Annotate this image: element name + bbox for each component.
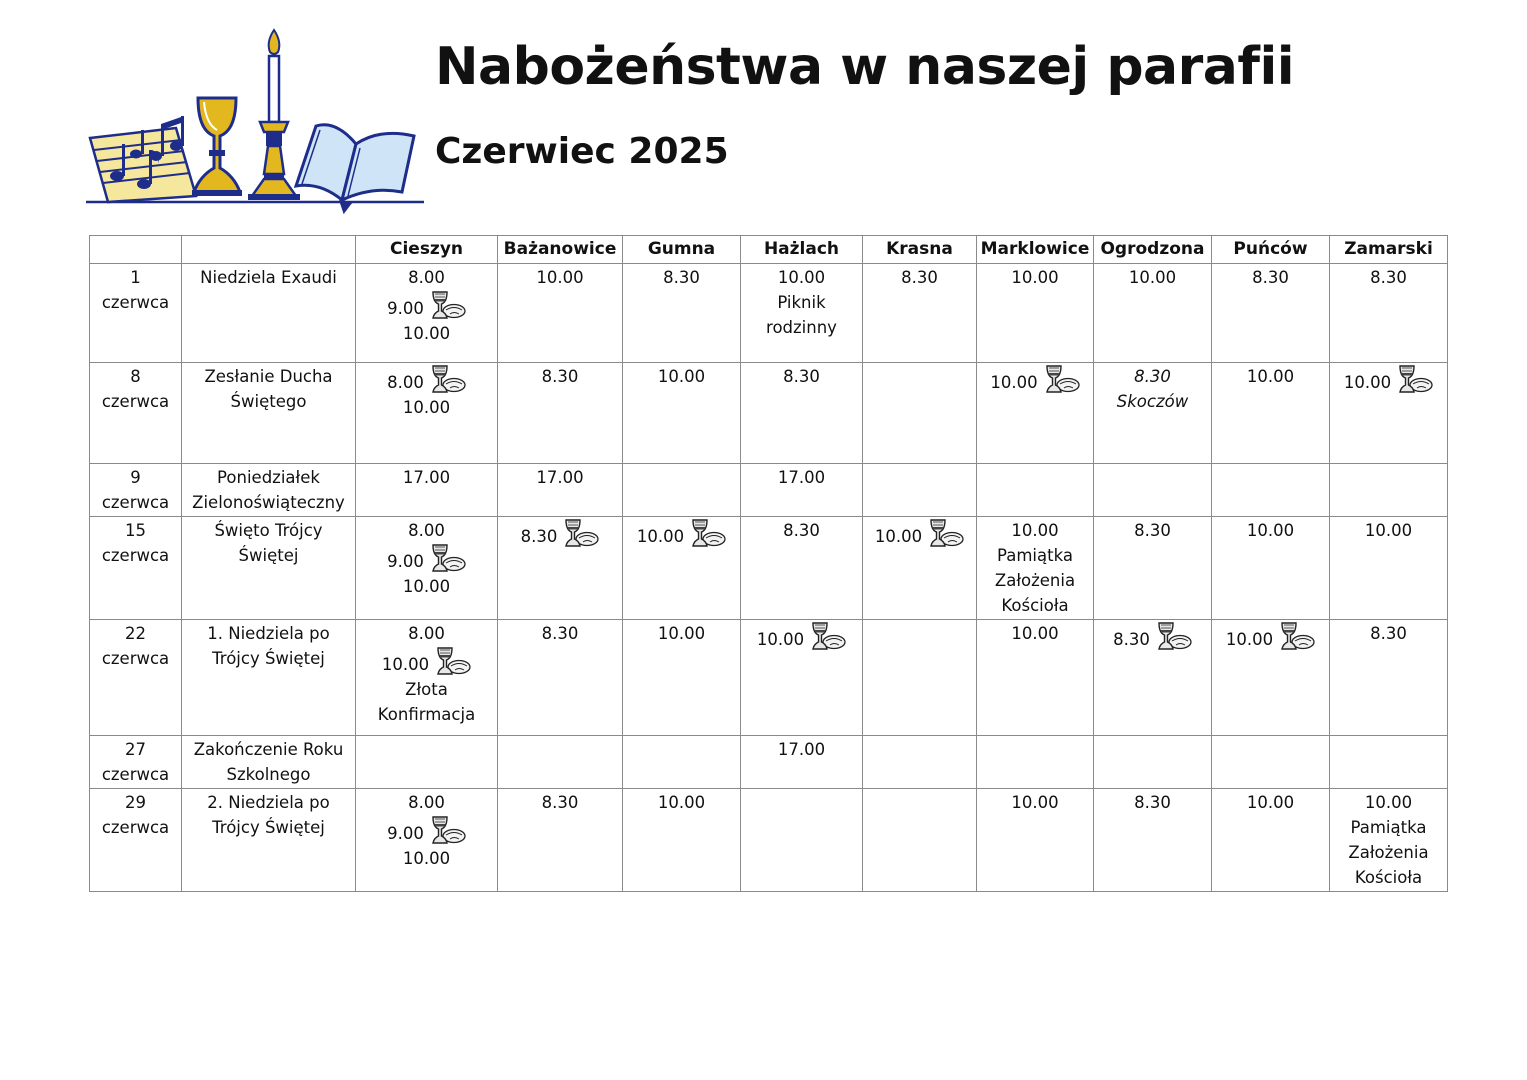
- service-time: 10.00: [1246, 367, 1295, 386]
- service-time: 8.30: [663, 268, 700, 287]
- communion-icon: [426, 364, 466, 394]
- header-parish: Ogrodzona: [1094, 236, 1212, 264]
- service-time: 8.00: [408, 268, 445, 287]
- service-time: 8.30: [1252, 268, 1289, 287]
- service-cell: [977, 264, 1094, 363]
- date-cell-line: 15: [125, 521, 146, 540]
- service-cell: [623, 464, 741, 517]
- occasion-cell-line: Zesłanie Ducha: [204, 367, 333, 386]
- service-time: 9.00: [387, 552, 424, 571]
- service-cell: [741, 464, 863, 517]
- service-entry: [500, 518, 620, 549]
- service-time: Pamiątka: [1350, 818, 1427, 837]
- service-entry: [1096, 790, 1209, 815]
- service-cell: [356, 363, 498, 464]
- service-entry: [625, 790, 738, 815]
- service-entry: [625, 265, 738, 290]
- service-entry: [1214, 518, 1327, 543]
- service-time: 17.00: [777, 740, 826, 759]
- table-row: [90, 264, 1448, 363]
- service-time: 8.00: [387, 373, 424, 392]
- service-time: 10.00: [402, 324, 451, 343]
- service-entry: [500, 364, 620, 389]
- service-entry: [743, 364, 860, 389]
- service-time: 10.00: [1246, 793, 1295, 812]
- service-cell: [498, 363, 623, 464]
- service-entry: [865, 518, 974, 549]
- communion-icon: [426, 543, 466, 573]
- service-entry: [358, 646, 495, 677]
- service-time: 10.00: [777, 268, 826, 287]
- service-time: Złota: [405, 680, 448, 699]
- service-time: 10.00: [402, 577, 451, 596]
- service-time: 10.00: [402, 849, 451, 868]
- service-cell: [498, 789, 623, 892]
- service-entry: [743, 315, 860, 340]
- occasion-cell-line: 1. Niedziela po: [207, 624, 330, 643]
- header-parish: Cieszyn: [356, 236, 498, 264]
- service-entry: [358, 364, 495, 395]
- service-time: 8.00: [408, 521, 445, 540]
- service-cell: [356, 517, 498, 620]
- service-time: Skoczów: [1116, 392, 1189, 411]
- service-cell: [977, 620, 1094, 736]
- service-entry: [358, 543, 495, 574]
- service-cell: [1094, 736, 1212, 789]
- service-cell: [863, 464, 977, 517]
- header-parish: Zamarski: [1330, 236, 1448, 264]
- service-time: 8.30: [1370, 268, 1407, 287]
- service-cell: [863, 264, 977, 363]
- service-entry: [625, 621, 738, 646]
- service-time: 10.00: [756, 630, 805, 649]
- table-row: [90, 736, 1448, 789]
- service-entry: [500, 265, 620, 290]
- occasion-cell-line: Niedziela Exaudi: [200, 268, 337, 287]
- communion-icon: [1152, 621, 1192, 651]
- service-cell: [1212, 517, 1330, 620]
- communion-icon: [924, 518, 964, 548]
- service-entry: [1332, 621, 1445, 646]
- service-time: Założenia: [1348, 843, 1429, 862]
- service-time: 10.00: [536, 268, 584, 287]
- service-cell: [498, 464, 623, 517]
- service-entry: [1096, 389, 1209, 414]
- service-cell: [1330, 264, 1448, 363]
- service-entry: [1214, 790, 1327, 815]
- service-time: 10.00: [1011, 793, 1059, 812]
- occasion-cell-line: Zielonoświąteczny: [192, 493, 345, 512]
- date-cell: [90, 789, 182, 892]
- service-time: 8.30: [1370, 624, 1407, 643]
- table-body: [90, 264, 1448, 892]
- service-cell: [977, 789, 1094, 892]
- date-cell-line: 27: [125, 740, 146, 759]
- liturgy-logo-icon: [84, 26, 429, 214]
- communion-icon: [1040, 364, 1080, 394]
- communion-icon: [1393, 364, 1433, 394]
- service-cell: [1094, 363, 1212, 464]
- service-entry: [358, 395, 495, 420]
- service-time: 8.30: [1134, 521, 1171, 540]
- service-entry: [1096, 518, 1209, 543]
- service-entry: [500, 790, 620, 815]
- service-entry: [979, 518, 1091, 543]
- occasion-cell-line: Świętego: [230, 392, 307, 411]
- service-time: 10.00: [1364, 521, 1413, 540]
- service-time: 8.00: [408, 624, 445, 643]
- service-cell: [1330, 464, 1448, 517]
- service-time: 10.00: [402, 398, 451, 417]
- service-entry: [1332, 364, 1445, 395]
- service-cell: [623, 517, 741, 620]
- date-cell: [90, 464, 182, 517]
- occasion-cell: [182, 789, 356, 892]
- header-parish: Marklowice: [977, 236, 1094, 264]
- service-entry: [1332, 790, 1445, 815]
- occasion-cell-line: Święto Trójcy: [214, 521, 323, 540]
- service-cell: [741, 736, 863, 789]
- service-entry: [743, 737, 860, 762]
- service-time: 8.00: [408, 793, 445, 812]
- service-entry: [358, 290, 495, 321]
- service-entry: [979, 621, 1091, 646]
- service-cell: [741, 620, 863, 736]
- service-entry: [358, 518, 495, 543]
- service-cell: [863, 363, 977, 464]
- service-cell: [356, 264, 498, 363]
- service-cell: [1330, 517, 1448, 620]
- header-parish: Bażanowice: [498, 236, 623, 264]
- service-entry: [743, 518, 860, 543]
- service-entry: [865, 265, 974, 290]
- service-cell: [356, 789, 498, 892]
- service-time: 8.30: [541, 793, 579, 812]
- service-cell: [1212, 464, 1330, 517]
- date-cell: [90, 620, 182, 736]
- communion-icon: [806, 621, 846, 651]
- service-entry: [743, 465, 860, 490]
- service-time: 10.00: [657, 793, 706, 812]
- service-time: 8.30: [783, 521, 820, 540]
- service-entry: [743, 290, 860, 315]
- service-entry: [358, 621, 495, 646]
- service-entry: [1332, 815, 1445, 840]
- header-blank: [182, 236, 356, 264]
- occasion-cell-line: Szkolnego: [226, 765, 311, 784]
- service-entry: [979, 543, 1091, 568]
- service-cell: [498, 264, 623, 363]
- date-cell: [90, 363, 182, 464]
- service-time: Kościoła: [1354, 868, 1423, 887]
- service-time: 10.00: [1364, 793, 1413, 812]
- service-cell: [863, 736, 977, 789]
- service-cell: [1330, 736, 1448, 789]
- service-entry: [1332, 265, 1445, 290]
- communion-icon: [1275, 621, 1315, 651]
- service-time: 17.00: [777, 468, 826, 487]
- service-time: 8.30: [783, 367, 820, 386]
- service-time: 10.00: [636, 527, 685, 546]
- service-cell: [623, 736, 741, 789]
- communion-icon: [686, 518, 726, 548]
- header-row: [90, 236, 1448, 264]
- service-time: Pamiątka: [997, 546, 1073, 565]
- communion-icon: [559, 518, 599, 548]
- service-time: 10.00: [657, 367, 706, 386]
- service-cell: [977, 517, 1094, 620]
- occasion-cell-line: 2. Niedziela po: [207, 793, 330, 812]
- service-entry: [743, 621, 860, 652]
- service-entry: [979, 790, 1091, 815]
- service-entry: [500, 465, 620, 490]
- service-cell: [356, 464, 498, 517]
- service-entry: [1332, 840, 1445, 865]
- service-cell: [1094, 517, 1212, 620]
- occasion-cell: [182, 620, 356, 736]
- service-time: 10.00: [1225, 630, 1274, 649]
- date-cell-line: 1: [130, 268, 141, 287]
- service-time: 9.00: [387, 824, 424, 843]
- occasion-cell: [182, 464, 356, 517]
- service-cell: [741, 264, 863, 363]
- service-entry: [1096, 621, 1209, 652]
- date-cell-line: czerwca: [101, 493, 170, 512]
- service-cell: [741, 517, 863, 620]
- date-cell-line: czerwca: [101, 818, 170, 837]
- service-time: 10.00: [1011, 624, 1059, 643]
- communion-icon: [426, 815, 466, 845]
- date-cell: [90, 264, 182, 363]
- service-time: 10.00: [657, 624, 706, 643]
- date-cell-line: 9: [130, 468, 141, 487]
- occasion-cell: [182, 363, 356, 464]
- service-entry: [1214, 364, 1327, 389]
- service-cell: [977, 363, 1094, 464]
- page-subtitle: Czerwiec 2025: [435, 131, 729, 172]
- date-cell-line: 8: [130, 367, 141, 386]
- occasion-cell-line: Zakończenie Roku: [193, 740, 344, 759]
- service-time: 10.00: [874, 527, 923, 546]
- service-cell: [1212, 363, 1330, 464]
- service-entry: [358, 846, 495, 871]
- service-entry: [358, 790, 495, 815]
- service-cell: [741, 363, 863, 464]
- occasion-cell: [182, 736, 356, 789]
- service-cell: [1212, 264, 1330, 363]
- date-cell: [90, 736, 182, 789]
- service-cell: [356, 736, 498, 789]
- service-entry: [358, 321, 495, 346]
- service-time: Konfirmacja: [377, 705, 476, 724]
- date-cell-line: czerwca: [101, 293, 170, 312]
- service-entry: [625, 364, 738, 389]
- service-entry: [1332, 865, 1445, 890]
- service-entry: [979, 593, 1091, 618]
- table-row: [90, 620, 1448, 736]
- service-time: Piknik: [777, 293, 826, 312]
- table-row: [90, 517, 1448, 620]
- service-cell: [977, 464, 1094, 517]
- header-blank: [90, 236, 182, 264]
- service-entry: [358, 465, 495, 490]
- service-cell: [1094, 789, 1212, 892]
- service-entry: [625, 518, 738, 549]
- occasion-cell: [182, 517, 356, 620]
- service-cell: [623, 363, 741, 464]
- service-entry: [1332, 518, 1445, 543]
- communion-icon: [431, 646, 471, 676]
- service-time: 17.00: [536, 468, 584, 487]
- service-cell: [1094, 464, 1212, 517]
- service-time: 8.30: [1134, 793, 1171, 812]
- header-parish: Puńców: [1212, 236, 1330, 264]
- service-cell: [863, 517, 977, 620]
- date-cell: [90, 517, 182, 620]
- service-time: 9.00: [387, 299, 424, 318]
- date-cell-line: czerwca: [101, 649, 170, 668]
- service-time: 10.00: [1011, 521, 1059, 540]
- service-cell: [498, 620, 623, 736]
- service-entry: [358, 574, 495, 599]
- service-time: 17.00: [402, 468, 451, 487]
- service-entry: [358, 815, 495, 846]
- service-cell: [741, 789, 863, 892]
- service-entry: [979, 568, 1091, 593]
- service-entry: [1096, 265, 1209, 290]
- service-time: 10.00: [1246, 521, 1295, 540]
- service-entry: [358, 265, 495, 290]
- service-entry: [358, 702, 495, 727]
- service-cell: [977, 736, 1094, 789]
- service-entry: [1214, 621, 1327, 652]
- header-parish: Gumna: [623, 236, 741, 264]
- date-cell-line: czerwca: [101, 765, 170, 784]
- date-cell-line: czerwca: [101, 546, 170, 565]
- services-table: [89, 235, 1448, 892]
- service-entry: [743, 265, 860, 290]
- occasion-cell-line: Trójcy Świętej: [212, 818, 325, 837]
- service-cell: [1212, 736, 1330, 789]
- date-cell-line: 22: [125, 624, 146, 643]
- occasion-cell: [182, 264, 356, 363]
- service-time: 8.30: [901, 268, 938, 287]
- service-cell: [1330, 620, 1448, 736]
- header-parish: Krasna: [863, 236, 977, 264]
- service-time: 10.00: [1011, 268, 1059, 287]
- service-entry: [1214, 265, 1327, 290]
- service-time: 8.30: [520, 527, 558, 546]
- service-time: 10.00: [1128, 268, 1177, 287]
- date-cell-line: 29: [125, 793, 146, 812]
- service-time: 8.30: [1134, 367, 1171, 386]
- service-entry: [979, 364, 1091, 395]
- service-cell: [1330, 789, 1448, 892]
- service-entry: [979, 265, 1091, 290]
- occasion-cell-line: Trójcy Świętej: [212, 649, 325, 668]
- table-row: [90, 789, 1448, 892]
- service-cell: [1212, 789, 1330, 892]
- service-time: 10.00: [990, 373, 1038, 392]
- service-cell: [1094, 620, 1212, 736]
- service-entry: [358, 677, 495, 702]
- service-cell: [623, 264, 741, 363]
- service-cell: [1094, 264, 1212, 363]
- service-entry: [500, 621, 620, 646]
- communion-icon: [426, 290, 466, 320]
- date-cell-line: czerwca: [101, 392, 170, 411]
- service-time: Założenia: [994, 571, 1076, 590]
- table-row: [90, 464, 1448, 517]
- service-time: 10.00: [381, 655, 430, 674]
- service-time: 10.00: [1343, 373, 1392, 392]
- service-cell: [863, 789, 977, 892]
- occasion-cell-line: Poniedziałek: [217, 468, 320, 487]
- table-row: [90, 363, 1448, 464]
- occasion-cell-line: Świętej: [238, 546, 299, 565]
- service-cell: [623, 789, 741, 892]
- service-time: rodzinny: [766, 318, 837, 337]
- service-cell: [1330, 363, 1448, 464]
- service-time: 8.30: [1113, 630, 1150, 649]
- service-cell: [1212, 620, 1330, 736]
- service-entry: [1096, 364, 1209, 389]
- service-cell: [498, 736, 623, 789]
- service-cell: [863, 620, 977, 736]
- service-time: Kościoła: [1001, 596, 1069, 615]
- header-parish: Hażlach: [741, 236, 863, 264]
- service-time: 8.30: [541, 367, 579, 386]
- service-cell: [623, 620, 741, 736]
- service-time: 8.30: [541, 624, 579, 643]
- service-cell: [356, 620, 498, 736]
- page-title: Nabożeństwa w naszej parafii: [435, 37, 1295, 97]
- service-cell: [498, 517, 623, 620]
